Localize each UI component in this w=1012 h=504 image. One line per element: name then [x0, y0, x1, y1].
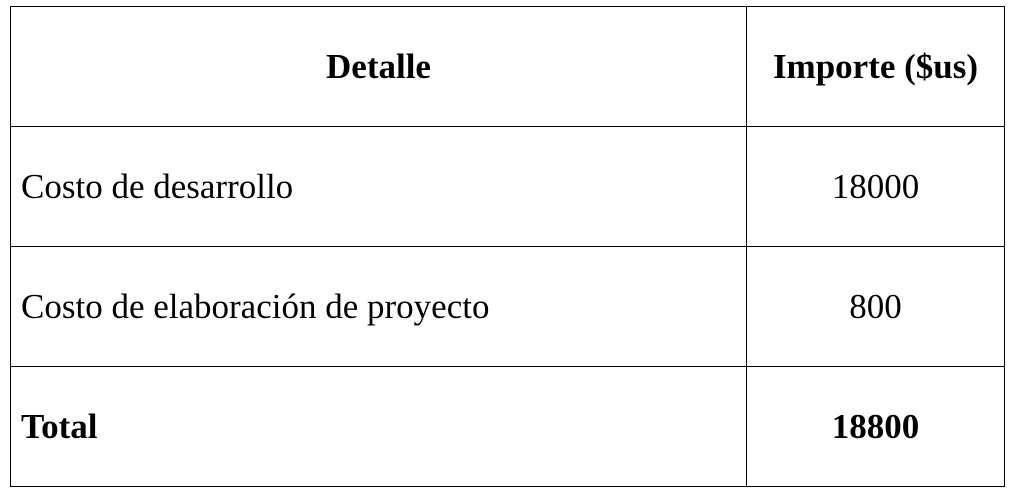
- total-row: [11, 367, 1005, 487]
- table-row: [11, 127, 1005, 247]
- table-row: [11, 247, 1005, 367]
- row-importe-cell: 18000: [747, 127, 1005, 247]
- header-detalle: Detalle: [11, 7, 747, 127]
- table-header-row: [11, 7, 1005, 127]
- total-value: 18800: [747, 367, 1005, 487]
- cost-table: [10, 6, 1005, 487]
- row-detalle-cell: Costo de elaboración de proyecto: [11, 247, 747, 367]
- row-importe-cell: 800: [747, 247, 1005, 367]
- row-detalle-cell: Costo de desarrollo: [11, 127, 747, 247]
- header-importe: Importe ($us): [747, 7, 1005, 127]
- total-label: Total: [11, 367, 747, 487]
